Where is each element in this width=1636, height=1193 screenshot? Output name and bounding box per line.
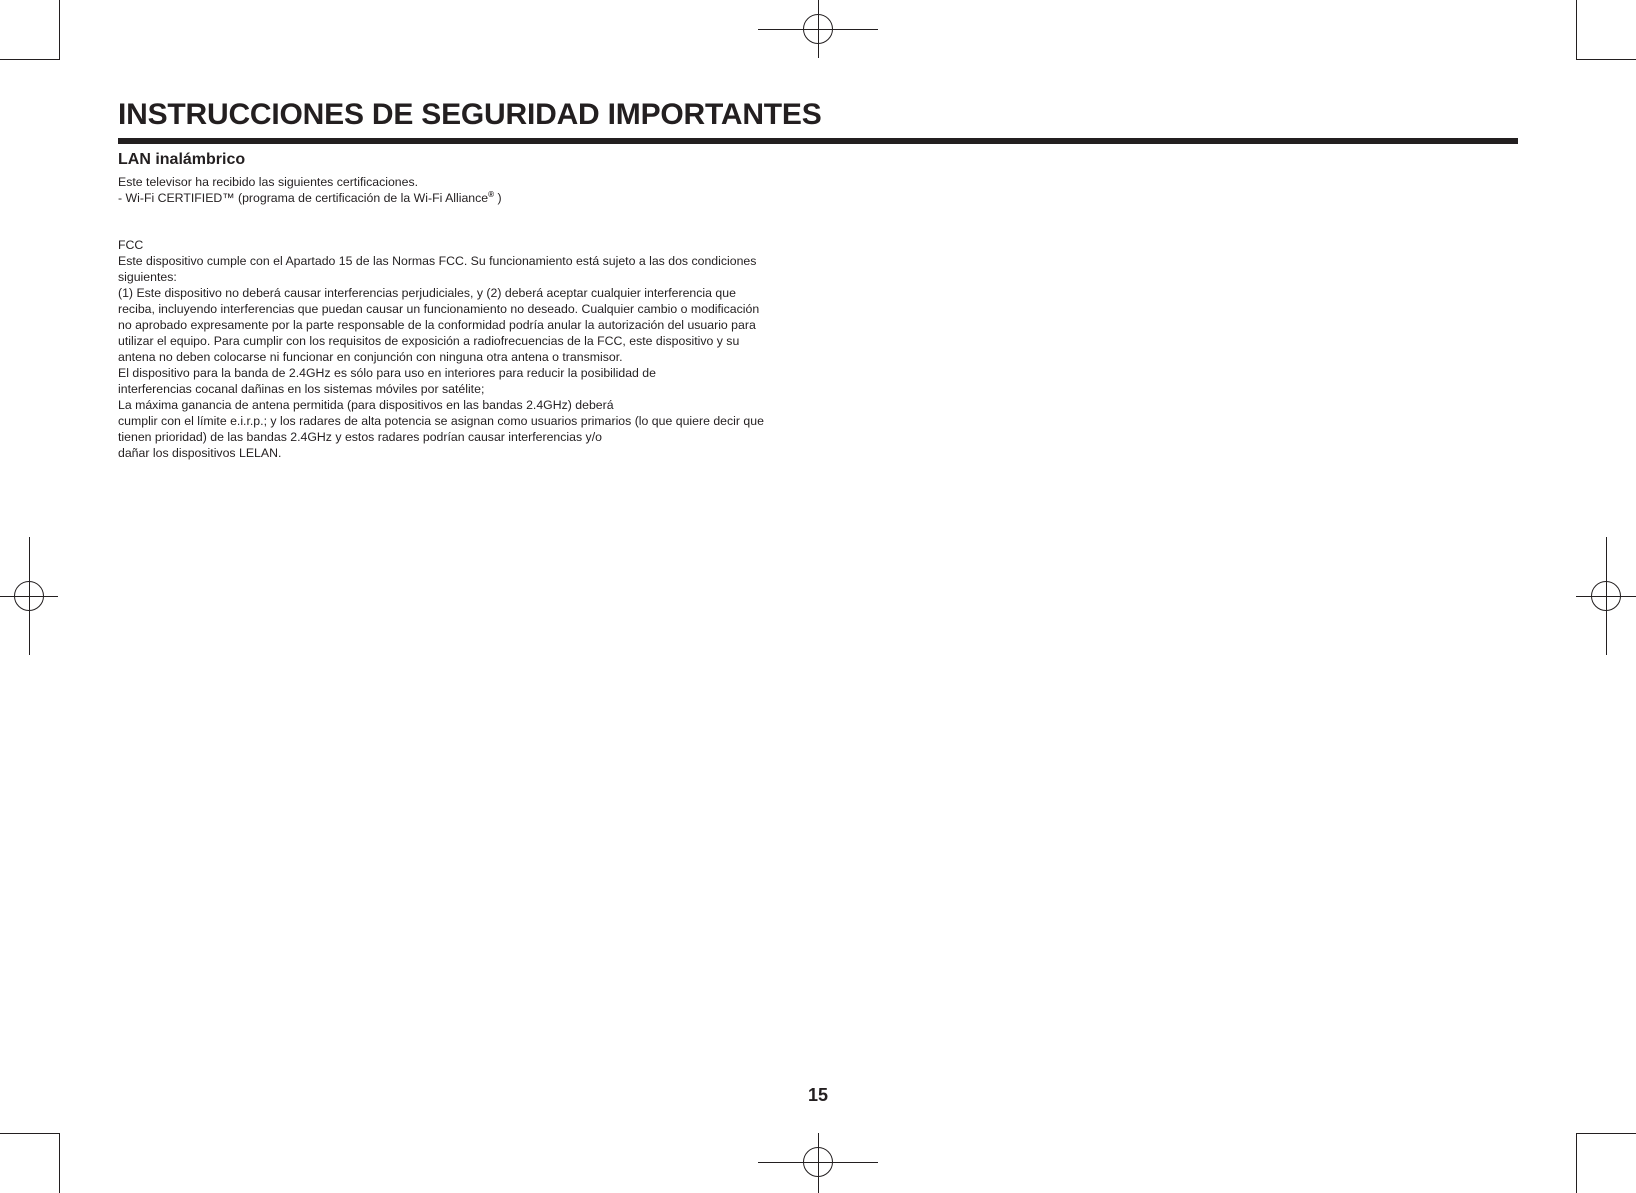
fcc-line: interferencias cocanal dañinas en los sistemas móviles por satélite; (118, 382, 485, 396)
crop-mark-bottom-right-h (1576, 1133, 1636, 1134)
registration-mark-right-circle (1591, 581, 1621, 611)
title-underline-rule (118, 138, 1518, 144)
fcc-line: Este dispositivo cumple con el Apartado 15 de las Normas FCC. Su funcionamiento está sujeto a las dos condiciones (118, 254, 757, 268)
registration-mark-top-circle (803, 14, 833, 44)
crop-mark-top-right-v (1576, 0, 1577, 60)
fcc-statement (118, 237, 818, 461)
registration-mark-bottom-circle (803, 1147, 833, 1177)
fcc-line: FCC (118, 238, 144, 252)
crop-mark-bottom-left-h (0, 1133, 60, 1134)
page-number: 15 (807, 1085, 829, 1105)
registered-trademark-symbol: ® (488, 189, 495, 199)
intro-line-1: Este televisor ha recibido las siguientes certificaciones. (118, 175, 419, 189)
intro-line-2-suffix: ) (494, 191, 502, 205)
crop-mark-top-left-h (0, 59, 60, 60)
fcc-line: utilizar el equipo. Para cumplir con los requisitos de exposición a radiofrecuencias de la FCC, este dispositivo y su (118, 334, 740, 348)
intro-line-2-text: - Wi-Fi CERTIFIED™ (programa de certificación de la Wi-Fi Alliance (118, 191, 489, 205)
intro-line-2 (118, 190, 818, 206)
fcc-line: no aprobado expresamente por la parte responsable de la conformidad podría anular la autorización del usuario para (118, 318, 756, 332)
fcc-line: antena no deben colocarse ni funcionar en conjunción con ninguna otra antena o transmisor. (118, 350, 623, 364)
crop-mark-bottom-right-v (1576, 1133, 1577, 1193)
fcc-line: tienen prioridad) de las bandas 2.4GHz y estos radares podrían causar interferencias y/o (118, 430, 602, 444)
fcc-line: siguientes: (118, 270, 177, 284)
fcc-line: El dispositivo para la banda de 2.4GHz es sólo para uso en interiores para reducir la posibilidad de (118, 366, 656, 380)
certifications-intro (118, 174, 818, 206)
fcc-line: reciba, incluyendo interferencias que puedan causar un funcionamiento no deseado. Cualquier cambio o modificación (118, 302, 760, 316)
fcc-line: dañar los dispositivos LELAN. (118, 446, 282, 460)
fcc-line: (1) Este dispositivo no deberá causar interferencias perjudiciales, y (2) deberá aceptar cualquier interferencia que (118, 286, 736, 300)
fcc-line: cumplir con el límite e.i.r.p.; y los radares de alta potencia se asignan como usuarios primarios (lo que quiere decir que (118, 414, 764, 428)
section-heading-wireless-lan: LAN inalámbrico (118, 151, 246, 168)
fcc-line: La máxima ganancia de antena permitida (para dispositivos en las bandas 2.4GHz) deberá (118, 398, 614, 412)
registration-mark-left-circle (14, 581, 44, 611)
crop-mark-top-right-h (1576, 59, 1636, 60)
crop-mark-bottom-left-v (59, 1133, 60, 1193)
crop-mark-top-left-v (59, 0, 60, 60)
page-title: INSTRUCCIONES DE SEGURIDAD IMPORTANTES (118, 98, 822, 131)
